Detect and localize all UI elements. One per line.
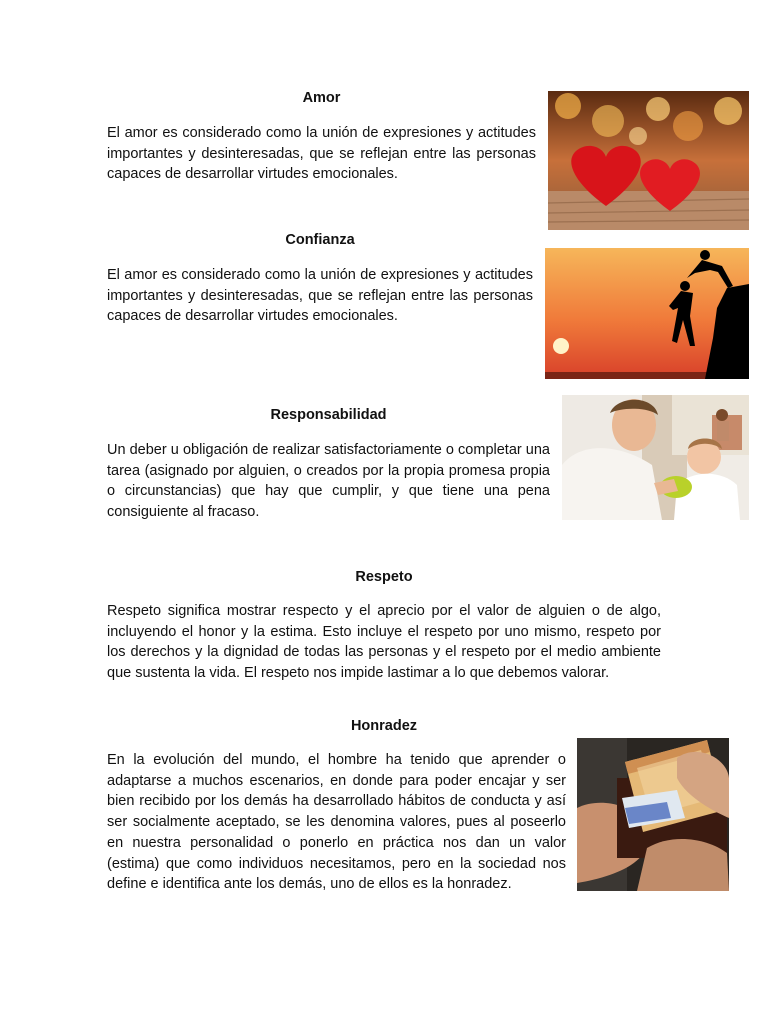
section-title-amor: Amor bbox=[302, 90, 341, 106]
section-title-confianza: Confianza bbox=[285, 232, 355, 248]
section-title-respeto: Respeto bbox=[355, 569, 413, 585]
wallet-money-photo bbox=[577, 738, 729, 891]
hearts-photo bbox=[548, 91, 749, 230]
section-text-amor: El amor es considerado como la unión de expresiones y actitudes importantes y desinteresadas, que se reflejan entre las personas capaces de desarrollar virtudes emocionales. bbox=[107, 125, 536, 183]
section-text-confianza: El amor es considerado como la unión de expresiones y actitudes importantes y desinteresadas, que se reflejan entre las personas capaces de desarrollar virtudes emocionales. bbox=[107, 267, 533, 325]
section-text-respeto: Respeto significa mostrar respecto y el aprecio por el valor de alguien o de algo, incluyendo el honor y la estima. Esto incluye el respeto por uno mismo, respeto por los derechos y la dignidad de todas las personas y el respeto por el medio ambiente que sustenta la vida. El respeto nos impide lastimar a lo que debemos valorar. bbox=[107, 603, 661, 682]
section-text-responsabilidad: Un deber u obligación de realizar satisfactoriamente o completar una tarea (asignado por alguien, o creados por la propia promesa propia o circunstancias) que hay que cumplir, y que tiene una pena consiguiente al fracaso. bbox=[107, 442, 550, 521]
section-title-honradez: Honradez bbox=[350, 718, 418, 734]
section-title-responsabilidad: Responsabilidad bbox=[270, 407, 387, 423]
father-feeding-baby-photo bbox=[562, 395, 749, 520]
climbers-helping-photo bbox=[545, 248, 749, 379]
section-text-honradez: En la evolución del mundo, el hombre ha tenido que aprender o adaptarse a muchos escenarios, en donde para poder encajar y ser bien recibido por los demás ha desarrollado hábitos de conducta y así ser socialmente aceptado, se les denomina valores, pues al poseerlo en nuestra personalidad o ponerlo en práctica nos dan un valor (estima) que como individuos necesitamos, pero en la sociedad nos define e identifica ante los demás, uno de ellos es la honradez. bbox=[107, 752, 566, 893]
